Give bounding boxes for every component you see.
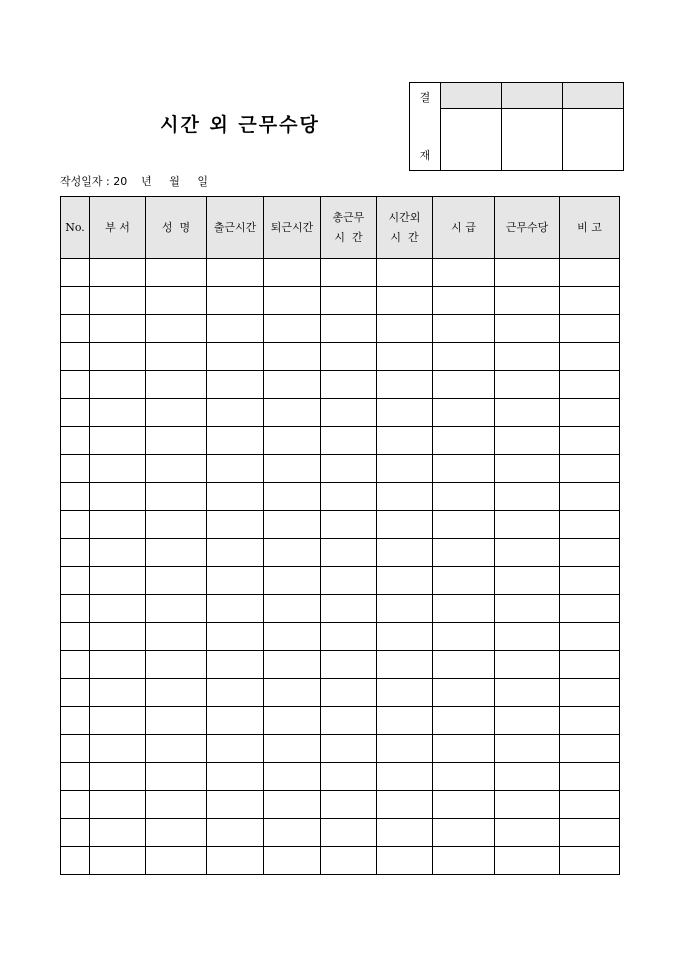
cell-department[interactable] bbox=[90, 371, 146, 399]
cell-allowance[interactable] bbox=[495, 455, 560, 483]
cell-department[interactable] bbox=[90, 343, 146, 371]
cell-clock-out[interactable] bbox=[264, 315, 321, 343]
table-row bbox=[61, 371, 620, 399]
cell-overtime-hours[interactable] bbox=[377, 287, 433, 315]
cell-total-hours[interactable] bbox=[321, 399, 377, 427]
cell-allowance[interactable] bbox=[495, 371, 560, 399]
cell-total-hours[interactable] bbox=[321, 595, 377, 623]
cell-total-hours[interactable] bbox=[321, 427, 377, 455]
cell-clock-out[interactable] bbox=[264, 847, 321, 875]
cell-remarks[interactable] bbox=[560, 371, 620, 399]
cell-no[interactable] bbox=[61, 847, 90, 875]
cell-allowance[interactable] bbox=[495, 595, 560, 623]
cell-overtime-hours[interactable] bbox=[377, 623, 433, 651]
cell-clock-out[interactable] bbox=[264, 539, 321, 567]
cell-overtime-hours[interactable] bbox=[377, 595, 433, 623]
cell-clock-out[interactable] bbox=[264, 259, 321, 287]
table-row bbox=[61, 679, 620, 707]
cell-department[interactable] bbox=[90, 847, 146, 875]
cell-overtime-hours[interactable] bbox=[377, 539, 433, 567]
cell-name[interactable] bbox=[146, 287, 207, 315]
cell-name[interactable] bbox=[146, 511, 207, 539]
cell-clock-in[interactable] bbox=[207, 259, 264, 287]
cell-hourly-wage[interactable] bbox=[433, 595, 495, 623]
cell-remarks[interactable] bbox=[560, 343, 620, 371]
cell-total-hours[interactable] bbox=[321, 707, 377, 735]
header-name: 성 명 bbox=[146, 197, 207, 259]
cell-department[interactable] bbox=[90, 259, 146, 287]
cell-remarks[interactable] bbox=[560, 623, 620, 651]
cell-allowance[interactable] bbox=[495, 763, 560, 791]
table-row bbox=[61, 399, 620, 427]
cell-allowance[interactable] bbox=[495, 735, 560, 763]
cell-allowance[interactable] bbox=[495, 287, 560, 315]
cell-hourly-wage[interactable] bbox=[433, 511, 495, 539]
cell-clock-out[interactable] bbox=[264, 735, 321, 763]
cell-total-hours[interactable] bbox=[321, 259, 377, 287]
cell-total-hours[interactable] bbox=[321, 679, 377, 707]
table-row bbox=[61, 427, 620, 455]
cell-overtime-hours[interactable] bbox=[377, 679, 433, 707]
table-row bbox=[61, 651, 620, 679]
date-line: 작성일자 : 20 년 월 일 bbox=[60, 175, 209, 188]
cell-name[interactable] bbox=[146, 595, 207, 623]
cell-clock-in[interactable] bbox=[207, 427, 264, 455]
cell-clock-in[interactable] bbox=[207, 567, 264, 595]
cell-overtime-hours[interactable] bbox=[377, 567, 433, 595]
cell-total-hours[interactable] bbox=[321, 847, 377, 875]
cell-total-hours[interactable] bbox=[321, 567, 377, 595]
header-allowance: 근무수당 bbox=[495, 197, 560, 259]
cell-hourly-wage[interactable] bbox=[433, 483, 495, 511]
cell-overtime-hours[interactable] bbox=[377, 455, 433, 483]
cell-allowance[interactable] bbox=[495, 623, 560, 651]
table-row bbox=[61, 343, 620, 371]
header-overtime-hours: 시간외 시 간 bbox=[377, 197, 433, 259]
approval-sign-cell[interactable] bbox=[563, 109, 624, 171]
cell-overtime-hours[interactable] bbox=[377, 651, 433, 679]
cell-hourly-wage[interactable] bbox=[433, 567, 495, 595]
cell-overtime-hours[interactable] bbox=[377, 343, 433, 371]
cell-no[interactable] bbox=[61, 259, 90, 287]
cell-remarks[interactable] bbox=[560, 511, 620, 539]
cell-allowance[interactable] bbox=[495, 315, 560, 343]
cell-hourly-wage[interactable] bbox=[433, 679, 495, 707]
cell-total-hours[interactable] bbox=[321, 511, 377, 539]
cell-hourly-wage[interactable] bbox=[433, 287, 495, 315]
cell-remarks[interactable] bbox=[560, 567, 620, 595]
cell-allowance[interactable] bbox=[495, 567, 560, 595]
cell-clock-out[interactable] bbox=[264, 343, 321, 371]
cell-hourly-wage[interactable] bbox=[433, 847, 495, 875]
cell-clock-out[interactable] bbox=[264, 399, 321, 427]
table-row bbox=[61, 623, 620, 651]
header-no: No. bbox=[61, 197, 90, 259]
cell-name[interactable] bbox=[146, 315, 207, 343]
cell-remarks[interactable] bbox=[560, 847, 620, 875]
cell-department[interactable] bbox=[90, 819, 146, 847]
cell-remarks[interactable] bbox=[560, 287, 620, 315]
cell-clock-out[interactable] bbox=[264, 567, 321, 595]
cell-allowance[interactable] bbox=[495, 707, 560, 735]
cell-clock-out[interactable] bbox=[264, 511, 321, 539]
cell-department[interactable] bbox=[90, 427, 146, 455]
cell-clock-out[interactable] bbox=[264, 623, 321, 651]
cell-name[interactable] bbox=[146, 791, 207, 819]
cell-name[interactable] bbox=[146, 483, 207, 511]
cell-name[interactable] bbox=[146, 399, 207, 427]
cell-total-hours[interactable] bbox=[321, 343, 377, 371]
cell-no[interactable] bbox=[61, 483, 90, 511]
cell-allowance[interactable] bbox=[495, 847, 560, 875]
cell-department[interactable] bbox=[90, 707, 146, 735]
cell-hourly-wage[interactable] bbox=[433, 735, 495, 763]
table-row bbox=[61, 707, 620, 735]
table-row bbox=[61, 287, 620, 315]
header-hourly-wage: 시 급 bbox=[433, 197, 495, 259]
cell-no[interactable] bbox=[61, 371, 90, 399]
cell-remarks[interactable] bbox=[560, 259, 620, 287]
cell-remarks[interactable] bbox=[560, 399, 620, 427]
cell-clock-in[interactable] bbox=[207, 763, 264, 791]
cell-remarks[interactable] bbox=[560, 819, 620, 847]
cell-department[interactable] bbox=[90, 483, 146, 511]
cell-hourly-wage[interactable] bbox=[433, 539, 495, 567]
approval-label bbox=[410, 83, 441, 171]
table-row bbox=[61, 483, 620, 511]
cell-hourly-wage[interactable] bbox=[433, 315, 495, 343]
cell-no[interactable] bbox=[61, 315, 90, 343]
cell-clock-out[interactable] bbox=[264, 819, 321, 847]
cell-hourly-wage[interactable] bbox=[433, 819, 495, 847]
cell-clock-out[interactable] bbox=[264, 371, 321, 399]
cell-allowance[interactable] bbox=[495, 399, 560, 427]
cell-remarks[interactable] bbox=[560, 315, 620, 343]
cell-allowance[interactable] bbox=[495, 651, 560, 679]
cell-overtime-hours[interactable] bbox=[377, 427, 433, 455]
cell-clock-out[interactable] bbox=[264, 791, 321, 819]
cell-allowance[interactable] bbox=[495, 483, 560, 511]
cell-clock-in[interactable] bbox=[207, 595, 264, 623]
table-row bbox=[61, 763, 620, 791]
cell-total-hours[interactable] bbox=[321, 287, 377, 315]
cell-name[interactable] bbox=[146, 679, 207, 707]
cell-clock-in[interactable] bbox=[207, 819, 264, 847]
cell-name[interactable] bbox=[146, 539, 207, 567]
cell-total-hours[interactable] bbox=[321, 455, 377, 483]
header-total-hours: 총근무 시 간 bbox=[321, 197, 377, 259]
cell-hourly-wage[interactable] bbox=[433, 651, 495, 679]
cell-clock-out[interactable] bbox=[264, 455, 321, 483]
cell-hourly-wage[interactable] bbox=[433, 343, 495, 371]
table-row bbox=[61, 735, 620, 763]
cell-clock-in[interactable] bbox=[207, 399, 264, 427]
cell-overtime-hours[interactable] bbox=[377, 847, 433, 875]
cell-clock-out[interactable] bbox=[264, 707, 321, 735]
cell-remarks[interactable] bbox=[560, 679, 620, 707]
cell-no[interactable] bbox=[61, 427, 90, 455]
cell-total-hours[interactable] bbox=[321, 651, 377, 679]
cell-clock-in[interactable] bbox=[207, 735, 264, 763]
cell-department[interactable] bbox=[90, 399, 146, 427]
cell-no[interactable] bbox=[61, 567, 90, 595]
cell-no[interactable] bbox=[61, 455, 90, 483]
table-row bbox=[61, 595, 620, 623]
header-clock-in: 출근시간 bbox=[207, 197, 264, 259]
cell-no[interactable] bbox=[61, 511, 90, 539]
cell-name[interactable] bbox=[146, 735, 207, 763]
cell-overtime-hours[interactable] bbox=[377, 399, 433, 427]
approval-header-cell bbox=[502, 83, 563, 109]
cell-clock-in[interactable] bbox=[207, 847, 264, 875]
cell-name[interactable] bbox=[146, 343, 207, 371]
cell-overtime-hours[interactable] bbox=[377, 763, 433, 791]
cell-no[interactable] bbox=[61, 595, 90, 623]
approval-sign-cell[interactable] bbox=[502, 109, 563, 171]
cell-hourly-wage[interactable] bbox=[433, 763, 495, 791]
table-row bbox=[61, 539, 620, 567]
approval-header-cell bbox=[441, 83, 502, 109]
cell-remarks[interactable] bbox=[560, 595, 620, 623]
cell-department[interactable] bbox=[90, 539, 146, 567]
cell-clock-out[interactable] bbox=[264, 287, 321, 315]
cell-total-hours[interactable] bbox=[321, 735, 377, 763]
cell-hourly-wage[interactable] bbox=[433, 371, 495, 399]
approval-sign-cell[interactable] bbox=[441, 109, 502, 171]
cell-no[interactable] bbox=[61, 539, 90, 567]
table-row bbox=[61, 455, 620, 483]
cell-overtime-hours[interactable] bbox=[377, 735, 433, 763]
cell-name[interactable] bbox=[146, 623, 207, 651]
cell-name[interactable] bbox=[146, 259, 207, 287]
approval-box bbox=[409, 82, 624, 171]
cell-overtime-hours[interactable] bbox=[377, 371, 433, 399]
cell-clock-out[interactable] bbox=[264, 651, 321, 679]
cell-clock-in[interactable] bbox=[207, 315, 264, 343]
table-row bbox=[61, 567, 620, 595]
cell-allowance[interactable] bbox=[495, 343, 560, 371]
cell-remarks[interactable] bbox=[560, 483, 620, 511]
cell-clock-in[interactable] bbox=[207, 343, 264, 371]
document-title: 시간 외 근무수당 bbox=[160, 114, 320, 136]
cell-clock-out[interactable] bbox=[264, 763, 321, 791]
cell-department[interactable] bbox=[90, 287, 146, 315]
overtime-table bbox=[60, 196, 620, 875]
cell-overtime-hours[interactable] bbox=[377, 259, 433, 287]
cell-allowance[interactable] bbox=[495, 427, 560, 455]
cell-allowance[interactable] bbox=[495, 511, 560, 539]
cell-hourly-wage[interactable] bbox=[433, 455, 495, 483]
cell-department[interactable] bbox=[90, 679, 146, 707]
cell-overtime-hours[interactable] bbox=[377, 511, 433, 539]
cell-remarks[interactable] bbox=[560, 707, 620, 735]
cell-clock-out[interactable] bbox=[264, 679, 321, 707]
cell-overtime-hours[interactable] bbox=[377, 819, 433, 847]
header-remarks: 비 고 bbox=[560, 197, 620, 259]
cell-total-hours[interactable] bbox=[321, 483, 377, 511]
cell-overtime-hours[interactable] bbox=[377, 483, 433, 511]
cell-no[interactable] bbox=[61, 343, 90, 371]
cell-clock-out[interactable] bbox=[264, 595, 321, 623]
approval-header-cell bbox=[563, 83, 624, 109]
cell-total-hours[interactable] bbox=[321, 791, 377, 819]
cell-hourly-wage[interactable] bbox=[433, 623, 495, 651]
cell-no[interactable] bbox=[61, 763, 90, 791]
cell-name[interactable] bbox=[146, 455, 207, 483]
cell-department[interactable] bbox=[90, 567, 146, 595]
table-row bbox=[61, 847, 620, 875]
cell-allowance[interactable] bbox=[495, 819, 560, 847]
cell-hourly-wage[interactable] bbox=[433, 399, 495, 427]
cell-total-hours[interactable] bbox=[321, 763, 377, 791]
cell-name[interactable] bbox=[146, 763, 207, 791]
cell-clock-in[interactable] bbox=[207, 511, 264, 539]
cell-total-hours[interactable] bbox=[321, 315, 377, 343]
cell-hourly-wage[interactable] bbox=[433, 707, 495, 735]
header-row bbox=[61, 197, 620, 259]
cell-name[interactable] bbox=[146, 847, 207, 875]
cell-department[interactable] bbox=[90, 595, 146, 623]
cell-department[interactable] bbox=[90, 455, 146, 483]
cell-total-hours[interactable] bbox=[321, 623, 377, 651]
cell-remarks[interactable] bbox=[560, 735, 620, 763]
cell-hourly-wage[interactable] bbox=[433, 427, 495, 455]
table-body bbox=[61, 259, 620, 875]
cell-no[interactable] bbox=[61, 651, 90, 679]
cell-clock-in[interactable] bbox=[207, 483, 264, 511]
cell-clock-out[interactable] bbox=[264, 483, 321, 511]
cell-hourly-wage[interactable] bbox=[433, 259, 495, 287]
cell-clock-out[interactable] bbox=[264, 427, 321, 455]
cell-name[interactable] bbox=[146, 651, 207, 679]
cell-no[interactable] bbox=[61, 735, 90, 763]
cell-name[interactable] bbox=[146, 371, 207, 399]
cell-no[interactable] bbox=[61, 623, 90, 651]
cell-remarks[interactable] bbox=[560, 791, 620, 819]
cell-name[interactable] bbox=[146, 567, 207, 595]
cell-no[interactable] bbox=[61, 819, 90, 847]
table-row bbox=[61, 259, 620, 287]
cell-overtime-hours[interactable] bbox=[377, 315, 433, 343]
cell-name[interactable] bbox=[146, 427, 207, 455]
table-row bbox=[61, 315, 620, 343]
cell-department[interactable] bbox=[90, 315, 146, 343]
cell-overtime-hours[interactable] bbox=[377, 707, 433, 735]
cell-name[interactable] bbox=[146, 819, 207, 847]
header-department: 부 서 bbox=[90, 197, 146, 259]
table-row bbox=[61, 819, 620, 847]
cell-department[interactable] bbox=[90, 735, 146, 763]
cell-name[interactable] bbox=[146, 707, 207, 735]
cell-clock-in[interactable] bbox=[207, 371, 264, 399]
cell-total-hours[interactable] bbox=[321, 819, 377, 847]
cell-department[interactable] bbox=[90, 651, 146, 679]
cell-total-hours[interactable] bbox=[321, 539, 377, 567]
cell-clock-in[interactable] bbox=[207, 651, 264, 679]
cell-department[interactable] bbox=[90, 623, 146, 651]
approval-label-text: 결 재 bbox=[419, 91, 431, 162]
cell-remarks[interactable] bbox=[560, 455, 620, 483]
cell-clock-in[interactable] bbox=[207, 455, 264, 483]
cell-remarks[interactable] bbox=[560, 651, 620, 679]
cell-hourly-wage[interactable] bbox=[433, 791, 495, 819]
cell-allowance[interactable] bbox=[495, 539, 560, 567]
cell-clock-in[interactable] bbox=[207, 539, 264, 567]
cell-department[interactable] bbox=[90, 763, 146, 791]
cell-no[interactable] bbox=[61, 791, 90, 819]
cell-remarks[interactable] bbox=[560, 427, 620, 455]
header-clock-out: 퇴근시간 bbox=[264, 197, 321, 259]
table-row bbox=[61, 511, 620, 539]
cell-no[interactable] bbox=[61, 679, 90, 707]
cell-clock-in[interactable] bbox=[207, 623, 264, 651]
cell-clock-in[interactable] bbox=[207, 287, 264, 315]
cell-no[interactable] bbox=[61, 707, 90, 735]
cell-allowance[interactable] bbox=[495, 791, 560, 819]
cell-allowance[interactable] bbox=[495, 259, 560, 287]
cell-department[interactable] bbox=[90, 511, 146, 539]
cell-clock-in[interactable] bbox=[207, 791, 264, 819]
cell-remarks[interactable] bbox=[560, 539, 620, 567]
cell-department[interactable] bbox=[90, 791, 146, 819]
cell-overtime-hours[interactable] bbox=[377, 791, 433, 819]
table-row bbox=[61, 791, 620, 819]
cell-total-hours[interactable] bbox=[321, 371, 377, 399]
cell-no[interactable] bbox=[61, 399, 90, 427]
cell-clock-in[interactable] bbox=[207, 707, 264, 735]
cell-clock-in[interactable] bbox=[207, 679, 264, 707]
cell-no[interactable] bbox=[61, 287, 90, 315]
cell-remarks[interactable] bbox=[560, 763, 620, 791]
cell-allowance[interactable] bbox=[495, 679, 560, 707]
